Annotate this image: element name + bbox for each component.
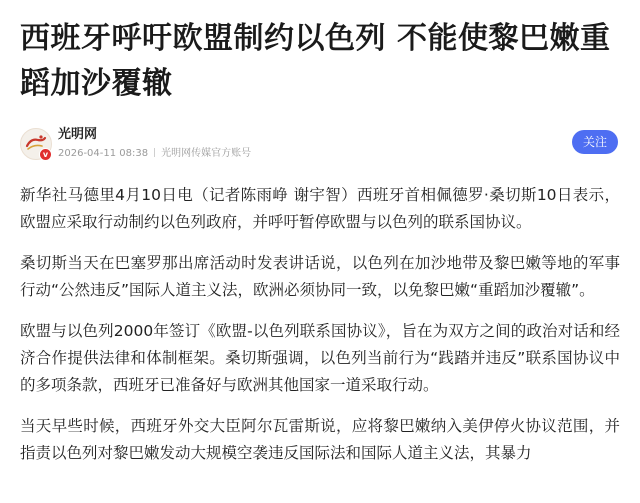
article-paragraph-4: 当天早些时候，西班牙外交大臣阿尔瓦雷斯说，应将黎巴嫩纳入美伊停火协议范围，并指责以色列对黎巴嫩发动大规模空袭违反国际法和国际人道主义法，其暴力	[20, 417, 620, 462]
article-paragraph-1: 新华社马德里4月10日电（记者陈雨峥 谢宇智）西班牙首相佩德罗·桑切斯10日表示，欧盟应采取行动制约以色列政府，并呼吁暂停欧盟与以色列的联系国协议。	[20, 186, 620, 231]
follow-button[interactable]: 关注	[572, 130, 618, 154]
article-paragraph-2: 桑切斯当天在巴塞罗那出席活动时发表讲话说，以色列在加沙地带及黎巴嫩等地的军事行动“公然违反”国际人道主义法，欧洲必须协同一致，以免黎巴嫩“重蹈加沙覆辙”。	[20, 254, 620, 299]
meta-divider	[154, 148, 155, 157]
article-body	[20, 182, 620, 481]
author-meta	[58, 147, 251, 161]
publish-date: 2026-04-11 08:38	[58, 148, 149, 159]
author-bar	[20, 124, 620, 164]
author-name[interactable]: 光明网	[58, 127, 98, 142]
account-description: 光明网传媒官方账号	[161, 148, 252, 159]
article-paragraph-3: 欧盟与以色列2000年签订《欧盟-以色列联系国协议》，旨在为双方之间的政治对话和经济合作提供法律和体制框架。桑切斯强调，以色列当前行为“践踏并违反”联系国协议中的多项条款，西班牙已准备好与欧洲其他国家一道采取行动。	[20, 322, 620, 394]
verified-badge-icon: v	[39, 148, 52, 161]
article-title: 西班牙呼吁欧盟制约以色列 不能使黎巴嫩重蹈加沙覆辙	[20, 21, 611, 101]
